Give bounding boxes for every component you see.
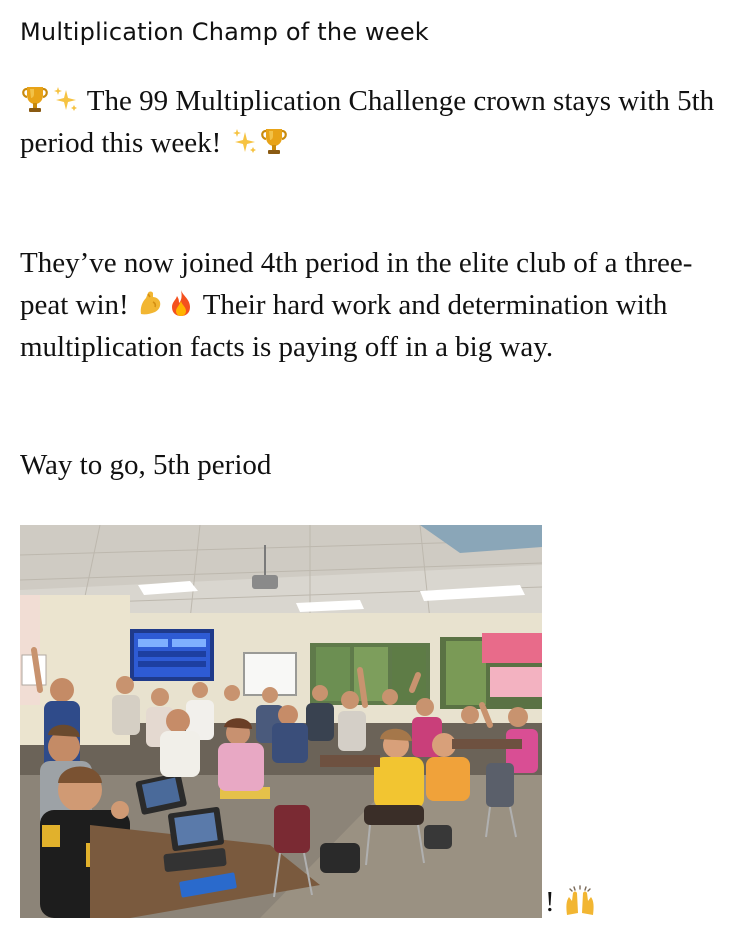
sparkles-icon [51,84,79,114]
hard-work-text: Their hard work and determination with multiplication facts is paying off in a big way. [20,289,668,363]
announcement-text: The 99 Multiplication Challenge crown stays with 5th period this week! [20,85,715,159]
trophy-icon [260,126,288,156]
closing-paragraph [20,444,735,486]
three-peat-text: They’ve now joined 4th period in the elite club of a three-peat win! [20,247,693,321]
fire-icon [167,288,195,318]
post-body [20,80,735,486]
trailing-line [545,884,592,920]
flexed-biceps-icon [137,288,165,318]
closing-text: Way to go, 5th period [20,449,272,481]
trailing-exclamation: ! [545,886,555,918]
announcement-paragraph [20,80,735,164]
raising-hands-icon [563,885,591,915]
post-title: Multiplication Champ of the week [20,18,429,46]
three-peat-paragraph [20,242,735,368]
trophy-icon [21,84,49,114]
classroom-photo[interactable] [20,525,542,918]
sparkles-icon [230,126,258,156]
